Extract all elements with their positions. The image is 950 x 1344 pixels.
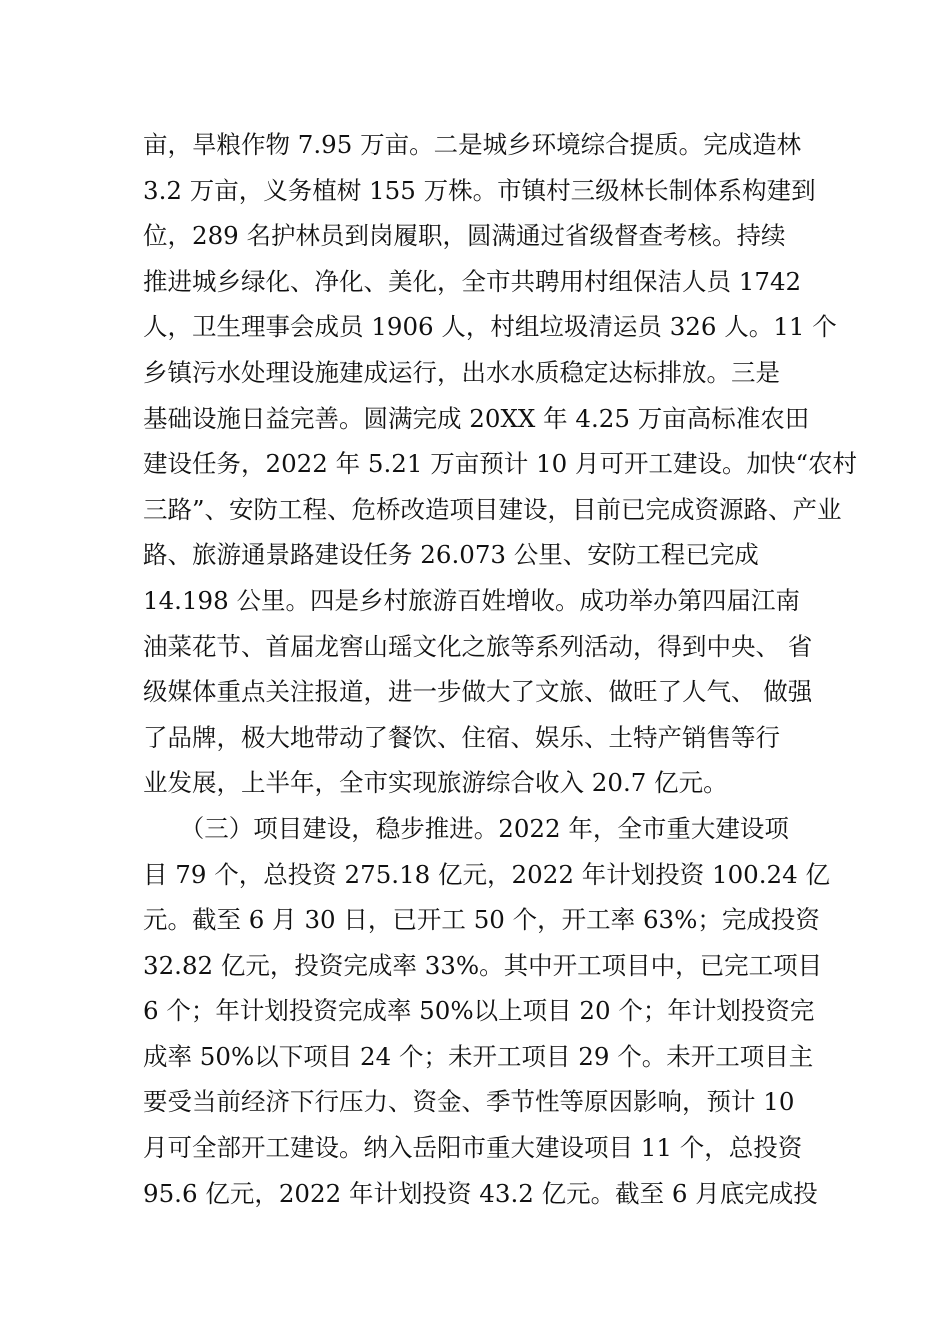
text-line: 要受当前经济下行压力、资金、季节性等原因影响，预计 10 bbox=[143, 1087, 795, 1117]
body-text bbox=[143, 122, 858, 1216]
text-line: 14.198 公里。四是乡村旅游百姓增收。成功举办第四届江南 bbox=[143, 585, 801, 615]
text-line: 路、旅游通景路建设任务 26.073 公里、安防工程已完成 bbox=[143, 540, 759, 570]
text-line: 人，卫生理事会成员 1906 人，村组垃圾清运员 326 人。11 个 bbox=[143, 312, 837, 342]
text-line: 了品牌，极大地带动了餐饮、住宿、娱乐、土特产销售等行 bbox=[143, 722, 780, 752]
text-line: 位，289 名护林员到岗履职，圆满通过省级督查考核。持续 bbox=[143, 221, 786, 251]
text-line: 6 个；年计划投资完成率 50%以上项目 20 个；年计划投资完 bbox=[143, 996, 815, 1026]
text-line: 亩，旱粮作物 7.95 万亩。二是城乡环境综合提质。完成造林 bbox=[143, 130, 802, 159]
text-line: 成率 50%以下项目 24 个；未开工项目 29 个。未开工项目主 bbox=[143, 1041, 814, 1071]
text-line: 基础设施日益完善。圆满完成 20XX 年 4.25 万亩高标准农田 bbox=[143, 403, 810, 433]
text-line: 元。截至 6 月 30 日，已开工 50 个，开工率 63%；完成投资 bbox=[143, 905, 820, 935]
text-line: 推进城乡绿化、净化、美化，全市共聘用村组保洁人员 1742 bbox=[143, 266, 802, 296]
text-line: 月可全部开工建设。纳入岳阳市重大建设项目 11 个，总投资 bbox=[143, 1133, 803, 1163]
text-line: 业发展，上半年，全市实现旅游综合收入 20.7 亿元。 bbox=[143, 768, 728, 798]
text-line: 32.82 亿元，投资完成率 33%。其中开工项目中，已完工项目 bbox=[143, 950, 823, 980]
text-line: 目 79 个，总投资 275.18 亿元，2022 年计划投资 100.24 亿 bbox=[143, 859, 830, 889]
text-line: 油菜花节、首届龙窖山瑶文化之旅等系列活动，得到中央、 省 bbox=[143, 631, 813, 661]
text-line: 乡镇污水处理设施建成运行，出水水质稳定达标排放。三是 bbox=[143, 357, 780, 387]
text-line: 建设任务，2022 年 5.21 万亩预计 10 月可开工建设。加快“农村 bbox=[143, 449, 858, 479]
text-line: （三）项目建设，稳步推进。2022 年，全市重大建设项 bbox=[143, 813, 789, 843]
text-line: 级媒体重点关注报道，进一步做大了文旅、做旺了人气、 做强 bbox=[143, 677, 813, 707]
text-line: 95.6 亿元，2022 年计划投资 43.2 亿元。截至 6 月底完成投 bbox=[143, 1178, 818, 1208]
text-line: 三路”、安防工程、危桥改造项目建设，目前已完成资源路、产业 bbox=[143, 494, 842, 524]
text-line: 3.2 万亩，义务植树 155 万株。市镇村三级林长制体系构建到 bbox=[143, 175, 816, 205]
